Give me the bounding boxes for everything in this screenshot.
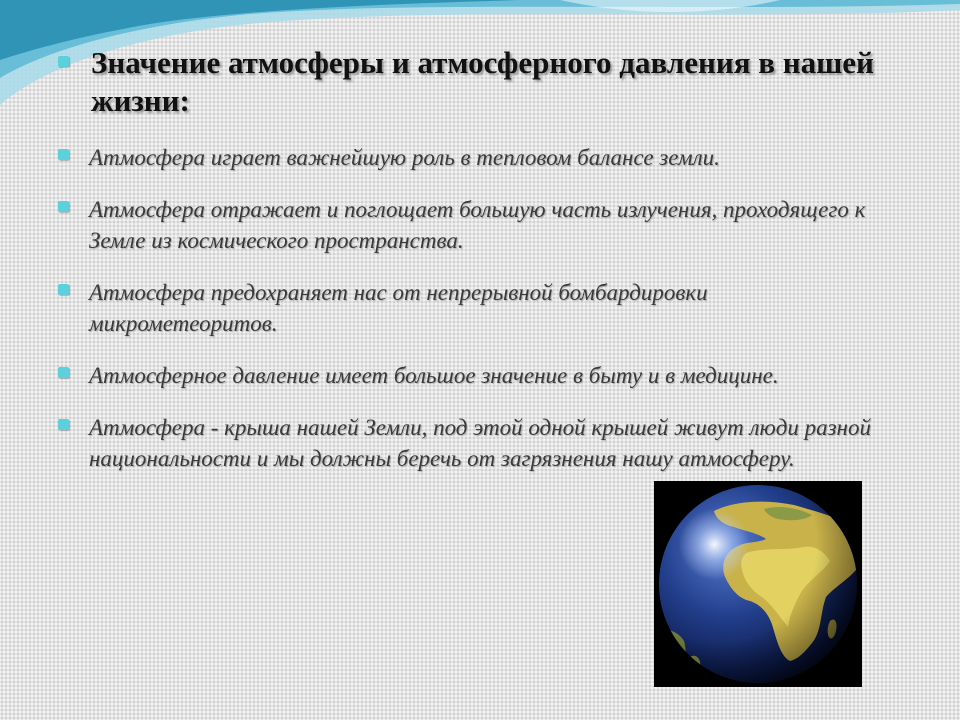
square-bullet-icon bbox=[58, 201, 69, 212]
bullet-item bbox=[58, 277, 888, 339]
bullet-item bbox=[58, 412, 888, 474]
bullet-text: Атмосфера отражает и поглощает большую часть излучения, проходящего к Земле из космического пространства. bbox=[89, 197, 866, 253]
bullet-text: Атмосфера предохраняет нас от непрерывной бомбардировки микрометеоритов. bbox=[89, 280, 708, 336]
earth-globe-image bbox=[654, 481, 862, 687]
square-bullet-icon bbox=[58, 419, 69, 430]
square-bullet-icon bbox=[58, 367, 69, 378]
square-bullet-icon bbox=[58, 284, 69, 295]
square-bullet-icon bbox=[58, 56, 69, 67]
slide-title: Значение атмосферы и атмосферного давления в нашей жизни: bbox=[91, 45, 874, 118]
bullet-item bbox=[58, 194, 888, 256]
bullet-item bbox=[58, 142, 888, 173]
bullet-text: Атмосфера - крыша нашей Земли, под этой одной крышей живут люди разной национальности и мы должны беречь от загрязнения нашу атмосферу. bbox=[89, 415, 871, 471]
earth-globe-icon bbox=[654, 481, 862, 687]
bullet-list bbox=[58, 142, 888, 474]
bullet-text: Атмосферное давление имеет большое значение в быту и в медицине. bbox=[89, 363, 779, 388]
square-bullet-icon bbox=[58, 149, 69, 160]
bullet-text: Атмосфера играет важнейшую роль в тепловом балансе земли. bbox=[89, 145, 720, 170]
slide-title-row bbox=[58, 44, 888, 120]
slide-content bbox=[58, 44, 888, 495]
bullet-item bbox=[58, 360, 888, 391]
